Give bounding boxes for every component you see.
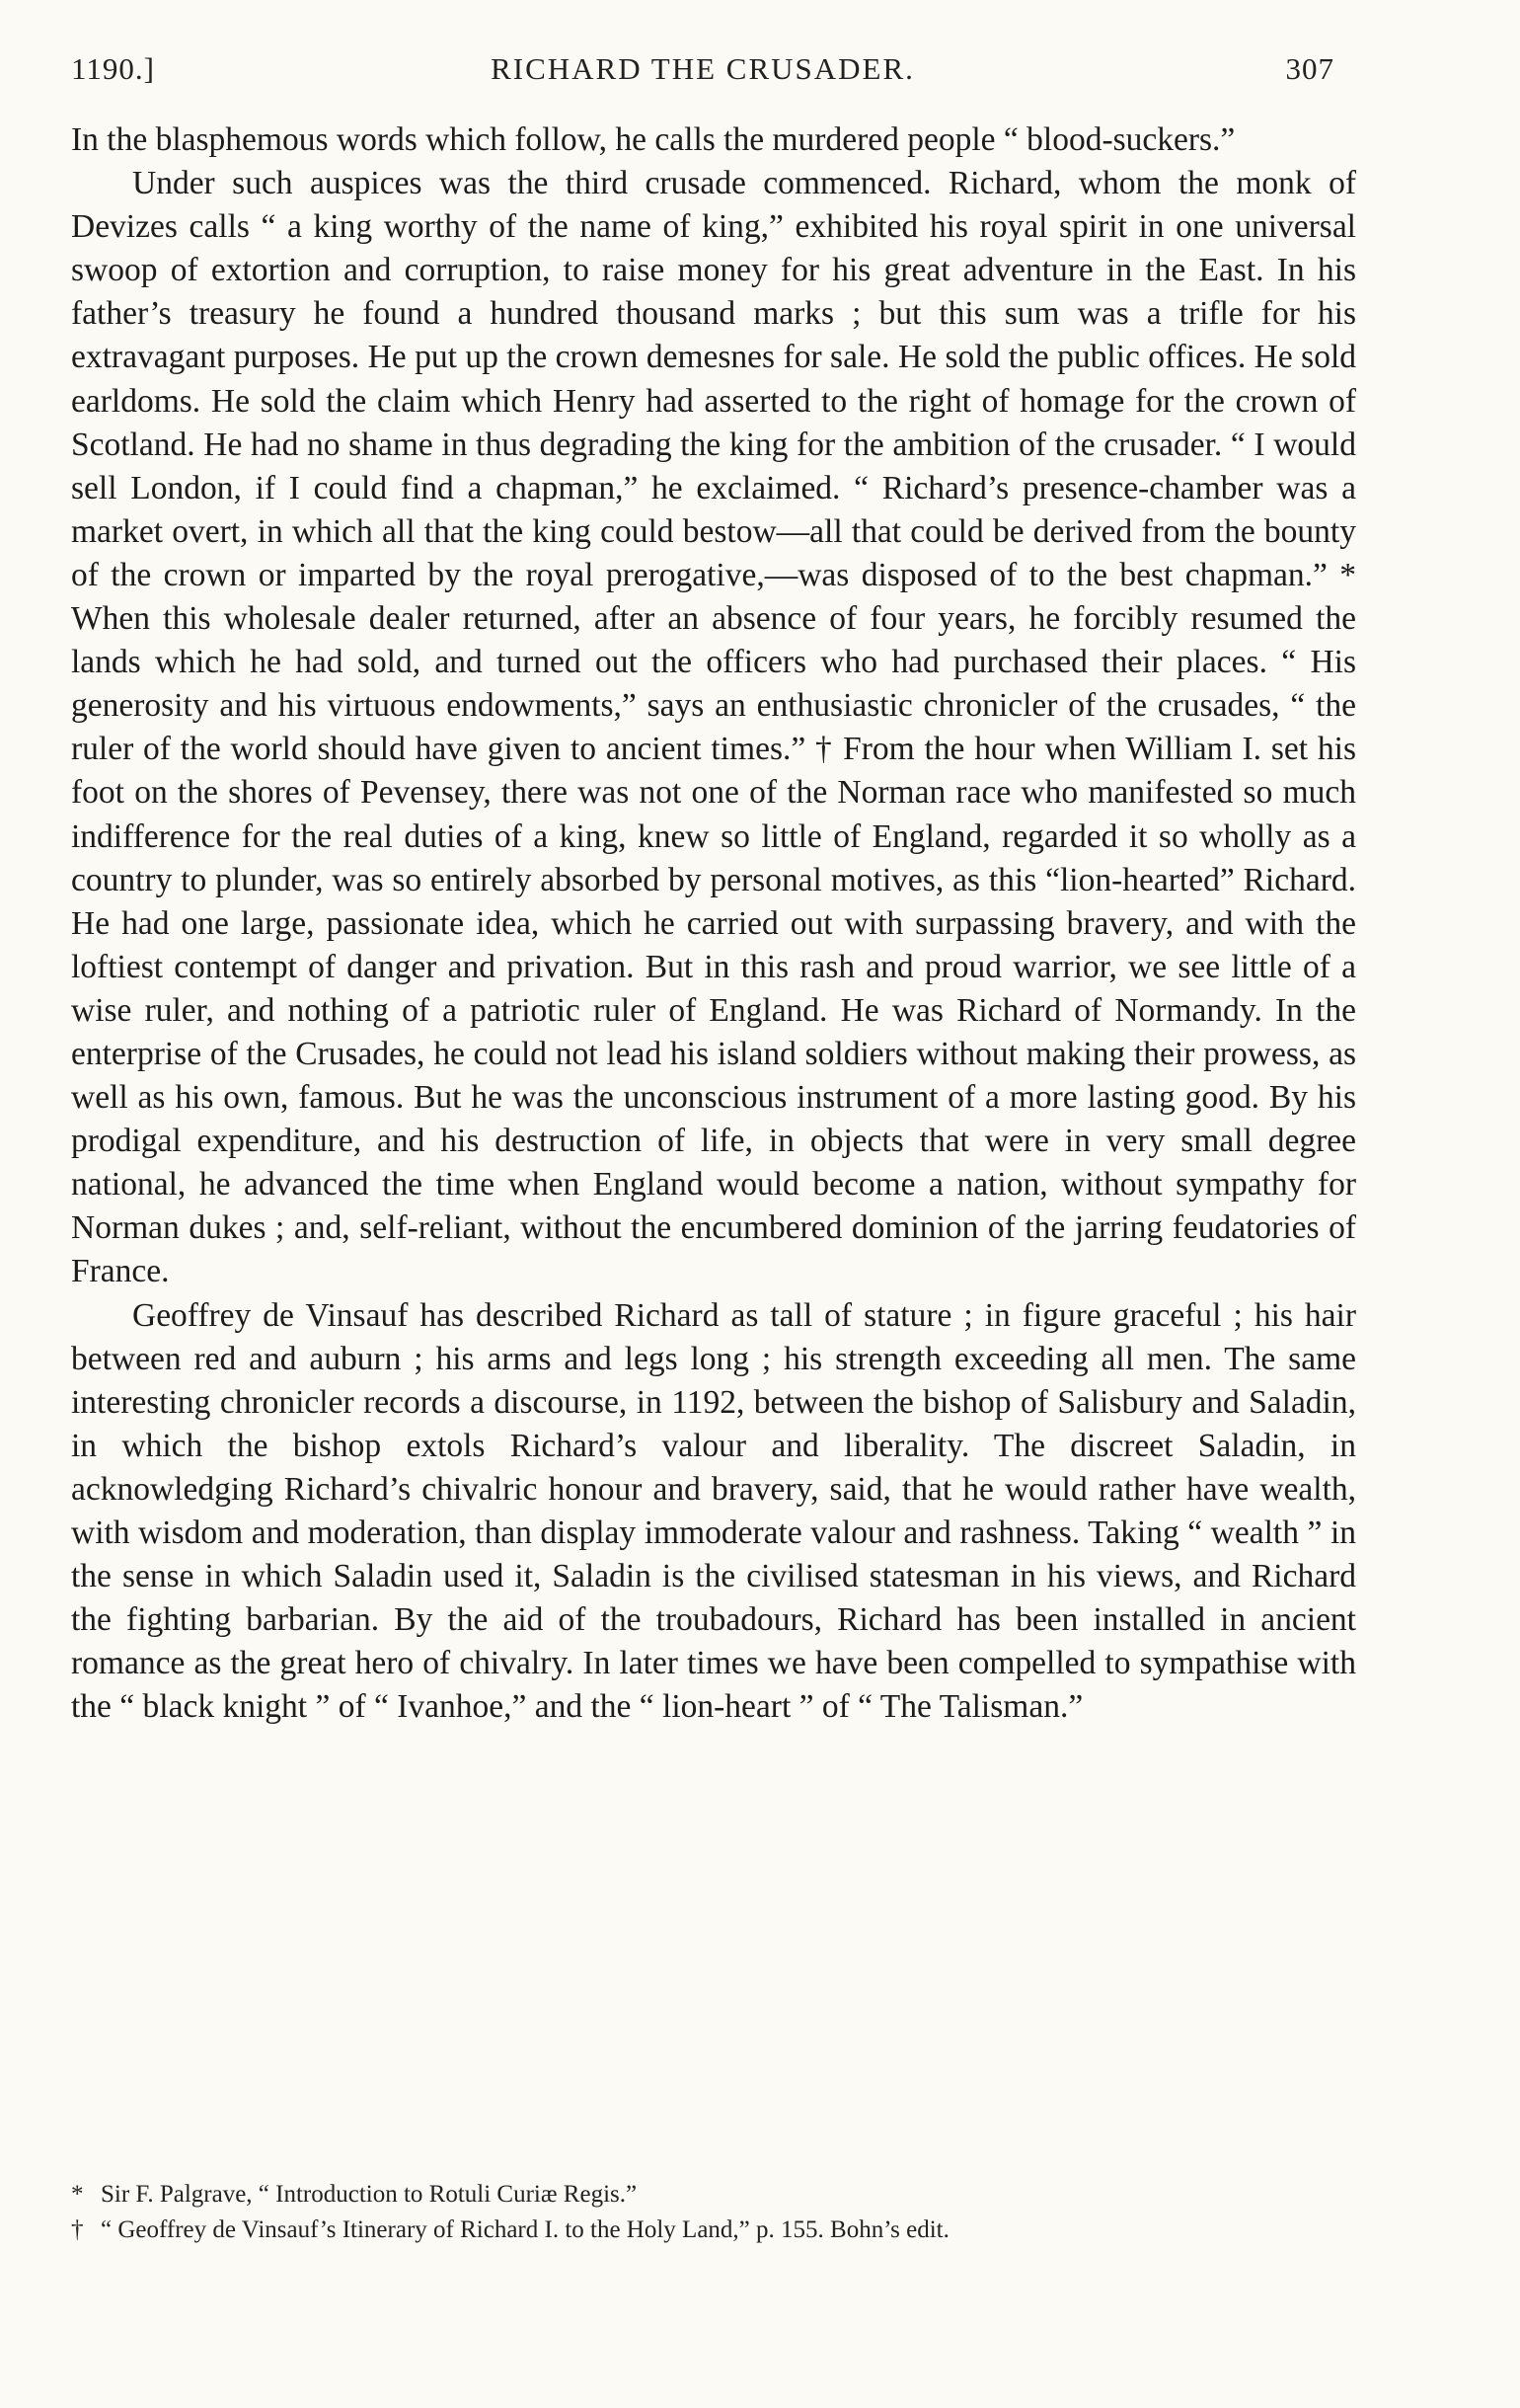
- footnote-2: [71, 2213, 1356, 2248]
- header-title: RICHARD THE CRUSADER.: [491, 51, 915, 86]
- paragraph-2: Under such auspices was the third crusade commenced. Richard, whom the monk of Devizes calls “ a king worthy of the name of king,” exhibited his royal spirit in one universal swoop of extortion and corruption, to raise money for his great adventure in the East. In his father’s treasury he found a hundred thousand marks ; but this sum was a trifle for his extravagant purposes. He put up the crown demesnes for sale. He sold the public offices. He sold earldoms. He sold the claim which Henry had asserted to the right of homage for the crown of Scotland. He had no shame in thus degrading the king for the ambition of the crusader. “ I would sell London, if I could find a chapman,” he exclaimed. “ Richard’s presence-chamber was a market overt, in which all that the king could bestow—all that could be derived from the bounty of the crown or imparted by the royal prerogative,—was disposed of to the best chapman.” * When this wholesale dealer returned, after an absence of four years, he forcibly resumed the lands which he had sold, and turned out the officers who had purchased their places. “ His generosity and his virtuous endowments,” says an enthusiastic chronicler of the crusades, “ the ruler of the world should have given to ancient times.” † From the hour when William I. set his foot on the shores of Pevensey, there was not one of the Norman race who manifested so much indifference for the real duties of a king, knew so little of England, regarded it so wholly as a country to plunder, was so entirely absorbed by personal motives, as this “lion-hearted” Richard. He had one large, passionate idea, which he carried out with surpassing bravery, and with the loftiest contempt of danger and privation. But in this rash and proud warrior, we see little of a wise ruler, and nothing of a patriotic ruler of England. He was Richard of Normandy. In the enterprise of the Crusades, he could not lead his island soldiers without making their prowess, as well as his own, famous. But he was the unconscious instrument of a more lasting good. By his prodigal expenditure, and his destruction of life, in objects that were in very small degree national, he advanced the time when England would become a nation, without sympathy for Norman dukes ; and, self-reliant, without the encumbered dominion of the jarring feudatories of France.: [71, 165, 1356, 1290]
- main-text: [71, 118, 1356, 1729]
- footnote-text: Sir F. Palgrave, “ Introduction to Rotuli Curiæ Regis.”: [101, 2181, 638, 2208]
- page-number: 307: [1285, 51, 1334, 86]
- footnotes: [71, 2177, 1356, 2248]
- footnote-text: “ Geoffrey de Vinsauf’s Itinerary of Richard I. to the Holy Land,” p. 155. Bohn’s edit.: [101, 2216, 950, 2243]
- footnote-mark: †: [71, 2216, 84, 2243]
- header-year: 1190.]: [71, 51, 155, 86]
- paragraph-1: In the blasphemous words which follow, he calls the murdered people “ blood-suckers.”: [71, 121, 1236, 158]
- running-header: [71, 51, 1334, 101]
- footnote-mark: *: [71, 2181, 84, 2208]
- footnote-1: [71, 2177, 1356, 2213]
- paragraph-3: Geoffrey de Vinsauf has described Richard as tall of stature ; in figure graceful ; his hair between red and auburn ; his arms and legs long ; his strength exceeding all men. The same interesting chronicler records a discourse, in 1192, between the bishop of Salisbury and Saladin, in which the bishop extols Richard’s valour and liberality. The discreet Saladin, in acknowledging Richard’s chivalric honour and bravery, said, that he would rather have wealth, with wisdom and moderation, than display immoderate valour and rashness. Taking “ wealth ” in the sense in which Saladin used it, Saladin is the civilised statesman in his views, and Richard the fighting barbarian. By the aid of the troubadours, Richard has been installed in ancient romance as the great hero of chivalry. In later times we have been compelled to sympathise with the “ black knight ” of “ Ivanhoe,” and the “ lion-heart ” of “ The Talisman.”: [71, 1296, 1356, 1726]
